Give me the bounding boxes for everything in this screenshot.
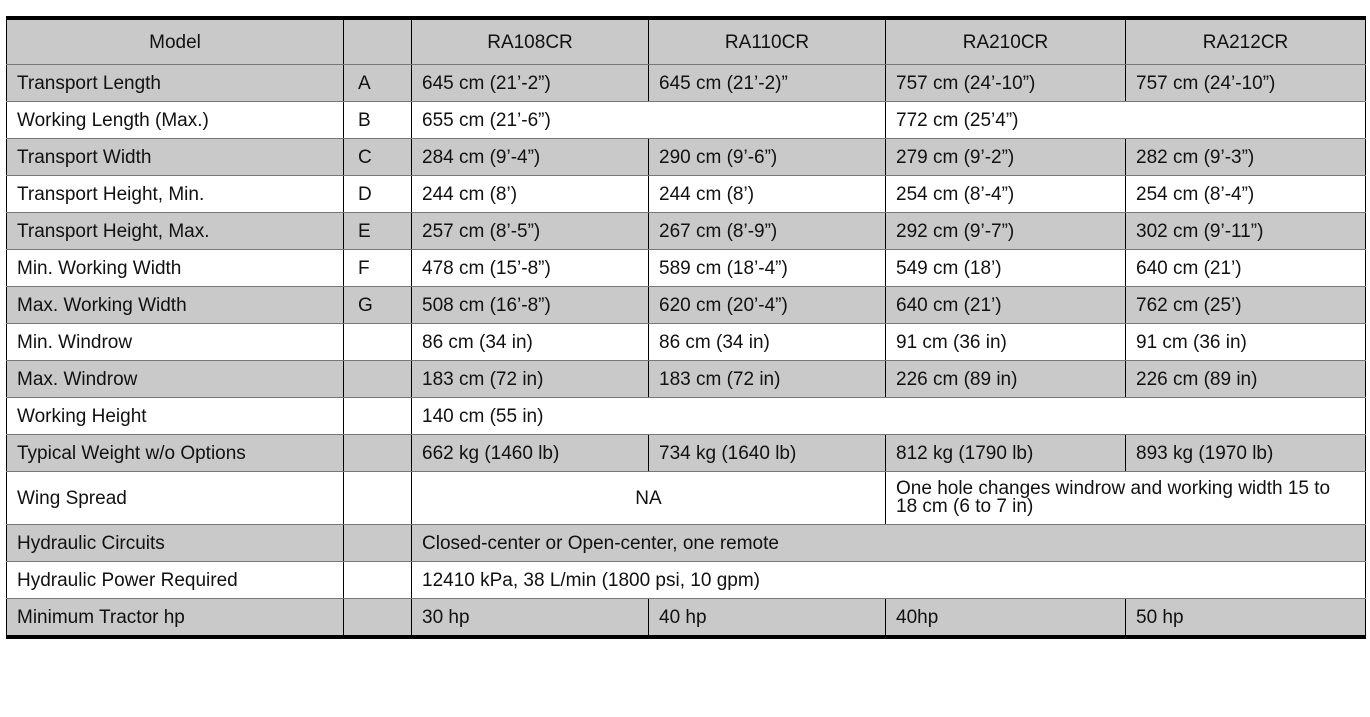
cell-value: 893 kg (1970 lb) [1126, 435, 1366, 472]
cell-value: 279 cm (9’-2”) [886, 139, 1126, 176]
row-label: Typical Weight w/o Options [7, 435, 344, 472]
row-transport-height-max [7, 213, 1366, 250]
cell-value: 91 cm (36 in) [886, 324, 1126, 361]
cell-value: 762 cm (25’) [1126, 287, 1366, 324]
cell-value: 292 cm (9’-7”) [886, 213, 1126, 250]
cell-value: 30 hp [412, 599, 649, 638]
row-letter [344, 599, 412, 638]
spec-table [6, 16, 1366, 639]
cell-value: 140 cm (55 in) [412, 398, 1366, 435]
header-model-ra210cr: RA210CR [886, 18, 1126, 65]
cell-value: 757 cm (24’-10”) [886, 65, 1126, 102]
row-label: Minimum Tractor hp [7, 599, 344, 638]
header-model-ra108cr: RA108CR [412, 18, 649, 65]
cell-value: 50 hp [1126, 599, 1366, 638]
row-letter: F [344, 250, 412, 287]
cell-value: 640 cm (21’) [886, 287, 1126, 324]
cell-value: 267 cm (8’-9”) [649, 213, 886, 250]
row-min-windrow [7, 324, 1366, 361]
row-working-length [7, 102, 1366, 139]
row-transport-length [7, 65, 1366, 102]
row-letter: C [344, 139, 412, 176]
row-label: Max. Windrow [7, 361, 344, 398]
row-letter: B [344, 102, 412, 139]
row-letter [344, 361, 412, 398]
row-label: Transport Width [7, 139, 344, 176]
row-hydraulic-circuits [7, 525, 1366, 562]
row-label: Hydraulic Circuits [7, 525, 344, 562]
row-label: Hydraulic Power Required [7, 562, 344, 599]
header-model: Model [7, 18, 344, 65]
header-model-ra212cr: RA212CR [1126, 18, 1366, 65]
cell-value: 302 cm (9’-11”) [1126, 213, 1366, 250]
row-label: Min. Windrow [7, 324, 344, 361]
row-letter: A [344, 65, 412, 102]
cell-value: 183 cm (72 in) [412, 361, 649, 398]
cell-value: 655 cm (21’-6”) [412, 102, 886, 139]
row-label: Transport Height, Min. [7, 176, 344, 213]
cell-value: Closed-center or Open-center, one remote [412, 525, 1366, 562]
row-letter [344, 324, 412, 361]
cell-value: 257 cm (8’-5”) [412, 213, 649, 250]
row-transport-width [7, 139, 1366, 176]
row-max-windrow [7, 361, 1366, 398]
cell-value: 226 cm (89 in) [1126, 361, 1366, 398]
cell-value: 508 cm (16’-8”) [412, 287, 649, 324]
cell-value: 645 cm (21’-2)” [649, 65, 886, 102]
row-hydraulic-power [7, 562, 1366, 599]
cell-value: 478 cm (15’-8”) [412, 250, 649, 287]
cell-value: 86 cm (34 in) [649, 324, 886, 361]
cell-value: 244 cm (8’) [412, 176, 649, 213]
row-label: Transport Length [7, 65, 344, 102]
cell-value: 620 cm (20’-4”) [649, 287, 886, 324]
header-row [7, 18, 1366, 65]
row-letter [344, 472, 412, 525]
row-label: Max. Working Width [7, 287, 344, 324]
cell-value: 734 kg (1640 lb) [649, 435, 886, 472]
header-letter [344, 18, 412, 65]
cell-value: 645 cm (21’-2”) [412, 65, 649, 102]
header-model-ra110cr: RA110CR [649, 18, 886, 65]
cell-value: 40 hp [649, 599, 886, 638]
cell-value: 226 cm (89 in) [886, 361, 1126, 398]
row-working-height [7, 398, 1366, 435]
row-max-working-width [7, 287, 1366, 324]
row-letter: D [344, 176, 412, 213]
row-letter: G [344, 287, 412, 324]
cell-value: NA [412, 472, 886, 525]
cell-value: 254 cm (8’-4”) [886, 176, 1126, 213]
row-min-tractor-hp [7, 599, 1366, 638]
cell-value: 549 cm (18’) [886, 250, 1126, 287]
row-min-working-width [7, 250, 1366, 287]
cell-value: 12410 kPa, 38 L/min (1800 psi, 10 gpm) [412, 562, 1366, 599]
row-label: Min. Working Width [7, 250, 344, 287]
row-letter [344, 562, 412, 599]
row-label: Working Height [7, 398, 344, 435]
cell-value: 640 cm (21’) [1126, 250, 1366, 287]
cell-value: 40hp [886, 599, 1126, 638]
cell-value: 589 cm (18’-4”) [649, 250, 886, 287]
cell-value: 86 cm (34 in) [412, 324, 649, 361]
row-label: Working Length (Max.) [7, 102, 344, 139]
cell-value: 244 cm (8’) [649, 176, 886, 213]
row-label: Transport Height, Max. [7, 213, 344, 250]
cell-value: 282 cm (9’-3”) [1126, 139, 1366, 176]
row-wing-spread [7, 472, 1366, 525]
cell-value: 284 cm (9’-4”) [412, 139, 649, 176]
row-letter: E [344, 213, 412, 250]
cell-value: 91 cm (36 in) [1126, 324, 1366, 361]
cell-value: 183 cm (72 in) [649, 361, 886, 398]
cell-value: 290 cm (9’-6”) [649, 139, 886, 176]
row-letter [344, 525, 412, 562]
cell-value: 757 cm (24’-10”) [1126, 65, 1366, 102]
cell-value: 772 cm (25’4”) [886, 102, 1366, 139]
row-transport-height-min [7, 176, 1366, 213]
row-letter [344, 435, 412, 472]
cell-value: 254 cm (8’-4”) [1126, 176, 1366, 213]
cell-value: One hole changes windrow and working width 15 to 18 cm (6 to 7 in) [886, 472, 1366, 525]
cell-value: 812 kg (1790 lb) [886, 435, 1126, 472]
cell-value: 662 kg (1460 lb) [412, 435, 649, 472]
row-typical-weight [7, 435, 1366, 472]
row-letter [344, 398, 412, 435]
row-label: Wing Spread [7, 472, 344, 525]
